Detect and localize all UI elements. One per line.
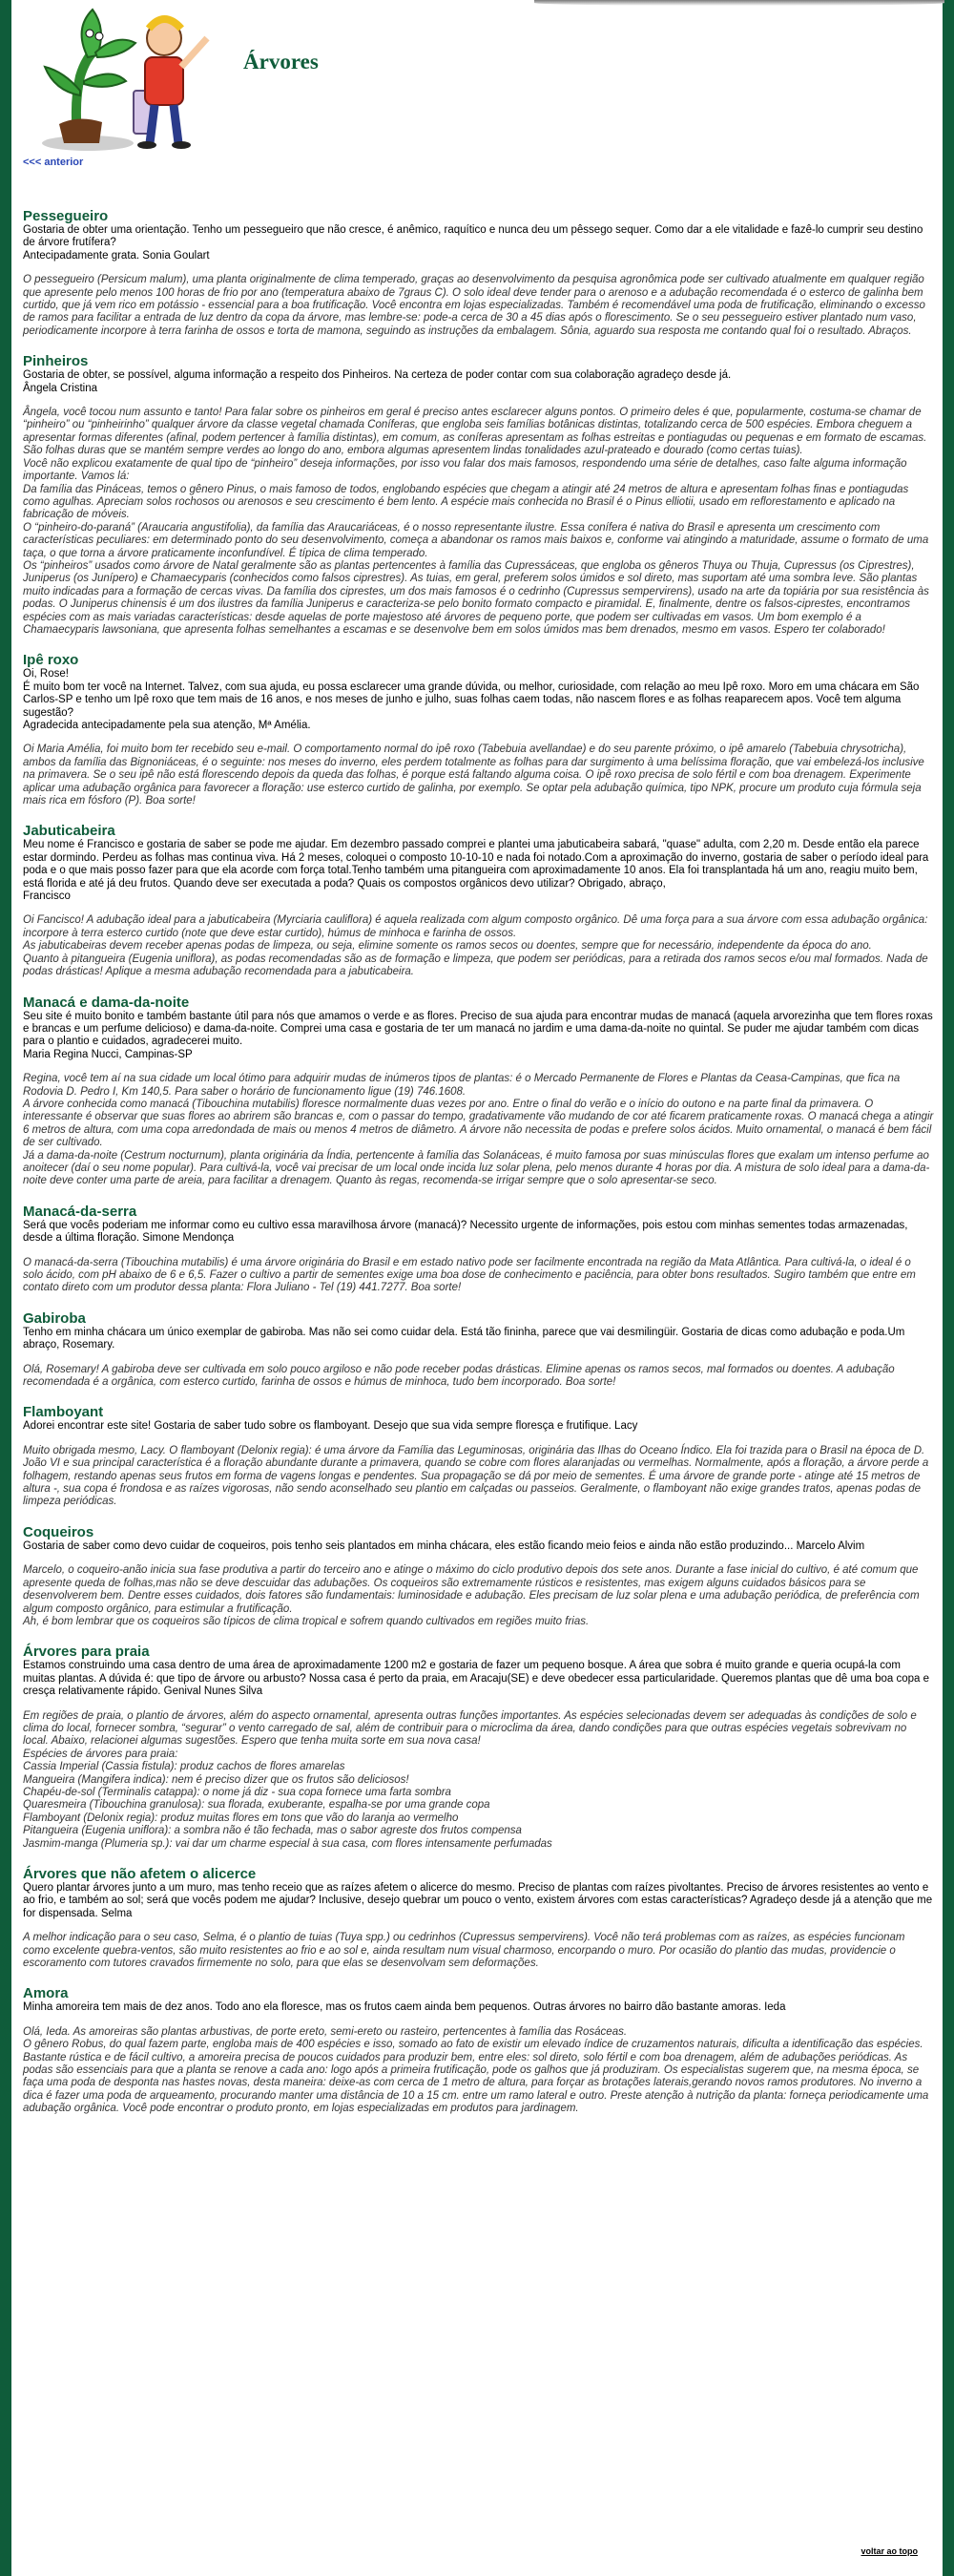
reader-question: Quero plantar árvores junto a um muro, mas tenho receio que as raízes afetem o alicerce do mesmo. Preciso de plantas com raízes pivoltantes. Preciso de árvores resistentes ao vento e ao frio, e também ao sol; será que vocês podem me ajudar? Inclusive, desejo quebrar um pouco o vento, existem árvores com estas características? Agradeço desde já a atenção que me for dispensada. Selma [23,1882,933,1919]
section-heading: Árvores que não afetem o alicerce [23,1866,257,1882]
top-shadow [534,0,944,6]
section-heading: Árvores para praia [23,1644,150,1661]
reader-question: Meu nome é Francisco e gostaria de saber se pode me ajudar. Em dezembro passado comprei e plantei uma jabuticabeira sabará, "quase" adulta, com 2,20 m. Desde então ela parece estar dormindo. Perdeu as folhas mas continua viva. Há 2 meses, coloquei o composto 10-10-10 e nada foi notado.Com a aproximação do inverno, gostaria de saber o período ideal para poda e o que mais posso fazer para que ela acorde com força total.Tenho também uma pitangueira com aproximadamente 10 anos. Ela foi transplantada há um ano, reagiu muito bem, está florida e até já deu frutos. Quando deve ser executada a poda? Quais os compostos orgânicos devo utilizar? Obrigado, abraço, Francisco [23,839,929,903]
reader-question: Gostaria de obter uma orientação. Tenho um pessegueiro que não cresce, é anêmico, raquítico e nunca deu um pêssego sequer. Como dar a ele vitalidade e fazê-lo cumprir seu destino de árvore frutífera? Antecipadamente grata. Sonia Goulart [23,224,923,262]
qa-section-manaca-da-serra [23,1204,934,1295]
back-to-top-link[interactable]: voltar ao topo [861,2546,918,2556]
section-heading: Gabiroba [23,1309,86,1327]
back-link[interactable]: <<< anterior [23,157,84,168]
reader-question: Será que vocês poderiam me informar como eu cultivo essa maravilhosa árvore (manacá)? Necessito urgente de informações, pois estou com minhas sementes todas armazenadas, desde a última floração. Simone Mendonça [23,1219,908,1245]
reader-question: Adorei encontrar este site! Gostaria de saber tudo sobre os flamboyant. Desejo que sua vida sempre floresça e frutifique. Lacy [23,1420,638,1433]
qa-section-amora [23,1985,934,2115]
qa-section-arvores-alicerce [23,1866,934,1970]
expert-answer: Ângela, você tocou num assunto e tanto! Para falar sobre os pinheiros em geral é preciso antes esclarecer alguns pontos. O primeiro deles é que, popularmente, costuma-se chamar de “pinheiro” ou “pinheirinho” qualquer árvore da classe vegetal chamada Coníferas, que engloba seis famílias botânicas distintas, totalizando cerca de 500 espécies. Embora cheguem a apresentar formas diferentes (afinal, podem pertencer à família distintas), em comum, as coníferas apresentam as folhas estreitas e pontiagudas ou pequenas e em formato de escamas. São folhas duras que se mantém sempre verdes ao longo do ano, embora algumas apresentem lindas tonalidades azul-prateado e dourado (como certas tuias). Você não explicou exatamente de qual tipo de “pinheiro” deseja informações, por isso vou falar dos mais famosos, respondendo uma série de detalhes, caso falte alguma informação importante. Vamos lá: Da família das Pináceas, temos o gênero Pinus, o mais famoso de todos, englobando espécies que chegam a atingir até 24 metros de altura e apresentam folhas finas e pontiagudas como agulhas. Apreciam solos rochosos ou arenosos e seu crescimento é bem lento. A espécie mais conhecida no Brasil é o Pinus elliotii, usado em reflorestamento e aplicado na fabricação de móveis. O “pinheiro-do-paraná” (Araucaria angustifolia), da família das Araucariáceas, é o nosso representante ilustre. Essa conífera é nativa do Brasil e apresenta um crescimento com características peculiares: em determinado ponto do seu desenvolvimento, começa a abandonar os ramos mais baixos e, conforme vai atingindo a maturidade, assume o formato de uma taça, o que torna a árvore praticamente inconfundível. É típica de clima temperado. Os “pinheiros” usados como árvore de Natal geralmente são as plantas pertencentes à família das Cupressáceas, que engloba os gêneros Thuya ou Thuja, Cupressus (os Ciprestres), Juniperus (os Junípero) e Chamaecyparis (conhecidos como falsos ciprestres). As tuias, em geral, preferem solos úmidos e sol direto, mas suportam até uma sombra leve. São plantas muito indicadas para a formação de cercas vivas. Da família dos ciprestes, um dos mais famosos é o cedrinho (Cupressus sempervirens), usado na arte da topiária por sua resistência às podas. O Juniperus chinensis é um dos ilustres da família Juniperus e caracteriza-se pelo bonito formato compacto e piramidal. E, finalmente, dentre os falsos-ciprestes, encontramos espécies com as mais variadas características: desde aquelas de porte majestoso até árvores de pequeno porte, que podem ser cultivadas em vasos. Um bom exemplo é a Chamaecyparis lawsoniana, que apresenta folhas semelhantes a escamas e se desenvolve bem em solos úmidos mas bem drenados, mesmo em vasos. Espero ter colaborado! [23,407,929,636]
reader-question: Minha amoreira tem mais de dez anos. Todo ano ela floresce, mas os frutos caem ainda bem pequenos. Outras árvores no bairro dão bastante amoras. Ieda [23,2001,786,2014]
section-heading: Amora [23,1985,69,2002]
qa-section-pinheiros [23,353,934,637]
reader-question: Seu site é muito bonito e também bastante útil para nós que amamos o verde e as flores. Preciso de sua ajuda para encontrar mudas de manacá (aquela arvorezinha que tem flores roxas e brancas e um perfume delicioso) e dama-da-noite. Comprei uma casa e gostaria de ter um manacá no jardim e uma dama-da-noite no quintal. Se puder me ajudar também com dicas para o plantio e cuidados, agradecerei muito. Maria Regina Nucci, Campinas-SP [23,1010,933,1060]
expert-answer: Em regiões de praia, o plantio de árvores, além do aspecto ornamental, apresenta outras funções importantes. As espécies selecionadas devem ser adequadas às condições de solo e clima do local, fornecer sombra, “segurar” o vento carregado de sal, além de contribuir para o microclima da área, dando condições para que outras espécies vegetais sobrevivam no local. Abaixo, relacionei algumas sugestões. Espero que tenha muita sorte em sua nova casa! Espécies de árvores para praia: Cassia Imperial (Cassia fistula): produz cachos de flores amarelas Mangueira (Mangifera indica): nem é preciso dizer que os frutos são deliciosos! Chapéu-de-sol (Terminalis catappa): o nome já diz - sua copa fornece uma farta sombra Quaresmeira (Tibouchina granulosa): sua florada, exuberante, espalha-se por uma grande copa Flamboyant (Delonix regia): produz muitas flores em tons que vão do laranja ao vermelho Pitangueira (Eugenia uniflora): a sombra não é tão fechada, mas o sabor agreste dos frutos compensa Jasmim-manga (Plumeria sp.): vai dar um charme especial à sua casa, com flores intensamente perfumadas [23,1709,917,1850]
qa-section-ipe-roxo [23,652,934,807]
section-heading: Jabuticabeira [23,823,115,840]
expert-answer: Muito obrigada mesmo, Lacy. O flamboyant (Delonix regia): é uma árvore da Família das Leguminosas, originária das Ilhas do Oceano Índico. Ela foi trazida para o Brasil na época de D. João VI e sua principal característica é a floração abundante durante a primavera, quando se cobre com flores alaranjadas ou vermelhas. Normalmente, após a floração, a árvore perde a folhagem, restando apenas seus frutos em forma de vagens longas e pendentes. Sua propagação se dá por meio de sementes. É uma árvore de grande porte - atinge até 15 metros de altura -, sua copa é frondosa e as raízes vigorosas, não sendo aconselhado seu plantio em calçadas ou passeios. Geralmente, o flamboyant não exige grandes tratos, apenas podas de limpeza periódicas. [23,1444,929,1508]
qa-section-coqueiros [23,1524,934,1628]
qa-content [23,208,934,2131]
qa-section-manaca-dama-da-noite [23,995,934,1188]
plant-mascot-illustration [21,0,345,153]
expert-answer: O pessegueiro (Persicum malum), uma planta originalmente de clima temperado, graças ao desenvolvimento da pesquisa agronômica pode ser cultivado atualmente em qualquer região que apresente pelo menos 100 horas de frio por ano (temperatura abaixo de 7graus C). O solo ideal deve tender para o arenoso e a adubação recomendada é o esterco de galinha bem curtido, que já vem rico em potássio - essencial para a boa frutificação. Você encontra em lojas especializadas. Também é recomendável uma poda de frutificação, eliminando o excesso de ramos para facilitar a entrada de luz dentro da copa da árvore, mas lembre-se: pode-a cerca de 30 a 45 dias após o florescimento. Se o seu pessegueiro estiver plantado num vaso, periodicamente incorpore à terra farinha de ossos e torta de mamona, seguindo as instruções da embalagem. Sônia, aguardo sua resposta me contando qual foi o resultado. Abraços. [23,274,925,337]
section-heading: Flamboyant [23,1404,104,1421]
left-border [0,0,11,2576]
section-heading: Manacá-da-serra [23,1203,137,1220]
reader-question: Gostaria de saber como devo cuidar de coqueiros, pois tenho seis plantados em minha chácara, eles estão ficando meio feios e ainda não estão produzindo... Marcelo Alvim [23,1539,865,1552]
section-heading: Ipê roxo [23,652,79,669]
page-title: Árvores [243,50,319,73]
reader-question: Estamos construindo uma casa dentro de uma área de aproximadamente 1200 m2 e gostaria de fazer um pequeno bosque. A área que sobra é muito grande e queria ocupá-la com muitas plantas. A dúvida é: que tipo de árvore ou arbusto? Nossa casa é perto da praia, em Aracaju(SE) e deve obedecer essa particularidade. Queremos plantas que dê uma boa copa e cresça relativamente rápido. Genival Nunes Silva [23,1660,929,1698]
expert-answer: O manacá-da-serra (Tibouchina mutabilis) é uma árvore originária do Brasil e em estado nativo pode ser facilmente encontrada na região da Mata Atlântica. Para cultivá-la, o ideal é o solo ácido, com pH abaixo de 6 e 6,5. Fazer o cultivo a partir de sementes exige uma boa dose de conhecimento e paciência, para obter bons resultados. Sugiro também que entre em contato direto com um produtor dessa planta: Flora Juliano - Tel (19) 441.7277. Boa sorte! [23,1256,916,1294]
right-border [943,0,954,2576]
qa-section-pessegueiro [23,208,934,338]
section-heading: Pinheiros [23,353,89,370]
reader-question: Gostaria de obter, se possível, alguma informação a respeito dos Pinheiros. Na certeza de poder contar com sua colaboração agradeço desde já. Ângela Cristina [23,369,732,394]
reader-question: Oi, Rose! É muito bom ter você na Internet. Talvez, com sua ajuda, eu possa esclarecer uma grande dúvida, ou melhor, curiosidade, com relação ao meu Ipê roxo. Moro em uma chácara em São Carlos-SP e tenho um Ipê roxo que tem mais de 16 anos, e nos meses de junho e julho, suas folhas caem todas, não nascem flores e as folhas reaparecem apos. Você tem alguma sugestão? Agradecida antecipadamente pela sua atenção, Mª Amélia. [23,668,920,731]
reader-question: Tenho em minha chácara um único exemplar de gabiroba. Mas não sei como cuidar dela. Está tão fininha, parece que vai desmilingüir. Gostaria de dicas como adubação e poda.Um abraço, Rosemary. [23,1326,905,1351]
expert-answer: Olá, Rosemary! A gabiroba deve ser cultivada em solo pouco argiloso e não pode receber podas drásticas. Elimine apenas os ramos secos, mal formados ou doentes. A adubação recomendada é a orgânica, com esterco curtido, farinha de ossos e húmus de minhoca, tudo bem incorporado. Boa sorte! [23,1363,895,1389]
qa-section-flamboyant [23,1404,934,1508]
section-heading: Coqueiros [23,1523,94,1540]
expert-answer: A melhor indicação para o seu caso, Selma, é o plantio de tuias (Tuya spp.) ou cedrinhos (Cupressus sempervirens). Você não terá problemas com as raízes, as espécies funcionam como excelente quebra-ventos, são muito resistentes ao frio e ao sol e, ainda resultam num visual charmoso, encorpando o muro. Por ocasião do plantio das mudas, providencie o escoramento com tutores cravados firmemente no solo, para que elas se desenvolvam sem deformações. [23,1932,905,1970]
expert-answer: Oi Fancisco! A adubação ideal para a jabuticabeira (Myrciaria cauliflora) é aquela realizada com algum composto orgânico. Dê uma força para a sua árvore com essa adubação orgânica: incorpore à terra esterco curtido (note que deve estar curtido), húmus de minhoca e farinha de ossos. As jabuticabeiras devem receber apenas podas de limpeza, ou seja, elimine somente os ramos secos ou doentes, sempre que for necessário, independente da época do ano. Quanto à pitangueira (Eugenia uniflora), as podas recomendadas são as de formação e limpeza, que podem ser periódicas, para a retirada dos ramos secos e/ou mal formados. Nada de podas drásticas! Aplique a mesma adubação recomendada para a jabuticabeira. [23,914,928,978]
expert-answer: Marcelo, o coqueiro-anão inicia sua fase produtiva a partir do terceiro ano e atinge o máximo do ciclo produtivo depois dos sete anos. Durante a fase inicial do cultivo, é até comum que apresente queda de folhas,mas não se deve descuidar das adubações. Os coqueiros são extremamente rústicos e resistentes, mas exigem alguns cuidados básicos para se desenvolverem bem. Dentre esses cuidados, dois fatores são fundamentais: luminosidade e adubação. Eles precisam de luz solar plena e uma adubação periódica, de preferência com algum composto orgânico, para estimular a frutificação. Ah, é bom lembrar que os coqueiros são típicos de clima tropical e sofrem quando cultivados em regiões muito frias. [23,1564,920,1627]
section-heading: Manacá e dama-da-noite [23,994,190,1011]
qa-section-jabuticabeira [23,823,934,978]
header-illustration [21,0,345,153]
qa-section-gabiroba [23,1310,934,1390]
expert-answer: Olá, Ieda. As amoreiras são plantas arbustivas, de porte ereto, semi-ereto ou rasteiro, pertencentes à família das Rosáceas. O gênero Robus, do qual fazem parte, engloba mais de 400 espécies e isso, somado ao fato de existir um elevado índice de cruzamentos naturais, dificulta a identificação das espécies. Bastante rústica e de fácil cultivo, a amoreira precisa de poucos cuidados para produzir bem, entre eles: sol direto, solo fértil e com boa drenagem, além de adubações periódicas. As podas são essenciais para que a planta se renove a cada ano: logo após a primeira frutificação, pode os galhos que já produziram. Os especialistas sugerem que, na mesma época, se faça uma poda de desponta nas hastes novas, desta maneira: deixe-as com cerca de 1 metro de altura, para forçar as brotações laterais,gerando novos ramos produtores. No inverno a dica é fazer uma poda de arqueamento, procurando manter uma distância de 10 a 15 cm. entre um ramo lateral e outro. Preste atenção à nutrição da planta: forneça periodicamente uma adubação orgânica. Você pode encontrar o produto pronto, em lojas especializadas em produtos para jardinagem. [23,2025,929,2115]
expert-answer: Oi Maria Amélia, foi muito bom ter recebido seu e-mail. O comportamento normal do ipê roxo (Tabebuia avellandae) e do seu parente próximo, o ipê amarelo (Tabebuia chrysotricha), ambos da família das Bignoniáceas, é o seguinte: nos meses do inverno, eles perdem totalmente as folhas para dar surgimento à uma belíssima floração, que vai embelezá-los inclusive na primavera. Se o seu ipê não está florescendo depois da queda das folhas, é porque está faltando alguma coisa. O ipê roxo precisa de solo fértil e com boa drenagem. Experimente aplicar uma adubação orgânica para favorecer a floração: use esterco curtido de galinha, por exemplo. Se optar pela adubação química, tipo NPK, procure um produto cuja fórmula seja mais rica em fósforo (P). Boa sorte! [23,743,924,807]
section-heading: Pessegueiro [23,208,109,224]
expert-answer: Regina, você tem aí na sua cidade um local ótimo para adquirir mudas de inúmeros tipos de plantas: é o Mercado Permanente de Flores e Plantas da Ceasa-Campinas, que fica na Rodovia D. Pedro I, Km 140,5. Para saber o horário de funcionamento ligue (19) 746.1608. A árvore conhecida como manacá (Tibouchina mutabilis) floresce normalmente duas vezes por ano. Entre o final do verão e o início do outono e na parte final da primavera. O interessante é observar que suas flores ao abrirem são brancas e, com o passar do tempo, gradativamente vão mudando de cor até ficarem praticamente roxas. O manacá chega a atingir 6 metros de altura, com uma copa arredondada de mais ou menos 4 metros de diâmetro. A árvore não necessita de podas e prefere solos ácidos. Muito ornamental, o manacá é bem fácil de ser cultivado. Já a dama-da-noite (Cestrum nocturnum), planta originária da Índia, pertencente à família das Solanáceas, é muito famosa por suas minúsculas flores que exalam um intenso perfume ao anoitecer (daí o seu nome popular). Para cultivá-la, você vai precisar de um local onde incida luz solar plena, pelo menos durante 4 horas por dia. A mistura de solo ideal para a dama-da-noite deve conter uma parte de areia, para facilitar a drenagem. Quanto às regas, recomenda-se irrigar sempre que o solo apresentar-se seco. [23,1073,934,1187]
qa-section-arvores-para-praia [23,1644,934,1851]
